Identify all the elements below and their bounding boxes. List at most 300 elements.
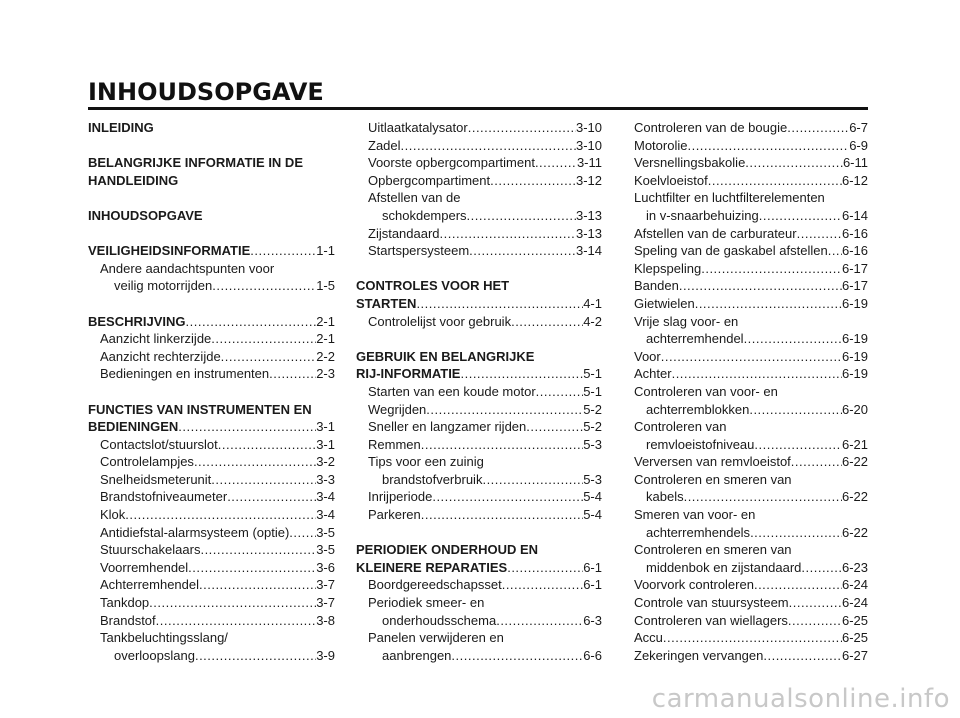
toc-entry[interactable] [634, 154, 868, 172]
toc-leader-dots [186, 313, 317, 331]
toc-entry-title: Stuurschakelaars [100, 542, 201, 558]
toc-entry-title: Versnellingsbakolie [634, 155, 746, 171]
toc-leader-dots [754, 576, 842, 594]
toc-entry-title: Zijstandaard [368, 225, 440, 241]
toc-entry-title: Zekeringen vervangen [634, 647, 764, 663]
toc-entry[interactable] [634, 242, 868, 260]
toc-page-number: 3-13 [575, 207, 602, 223]
toc-page-number: 6-6 [583, 647, 602, 663]
toc-entry[interactable] [88, 612, 335, 630]
toc-entry[interactable] [356, 401, 602, 419]
toc-leader-dots [502, 576, 584, 594]
toc-section-heading[interactable] [356, 348, 602, 366]
toc-leader-dots [763, 647, 842, 665]
toc-leader-dots [759, 207, 842, 225]
toc-section-heading[interactable] [88, 313, 335, 331]
toc-leader-dots [125, 506, 316, 524]
toc-entry-title: achterremhendel [646, 331, 744, 347]
toc-entry-title: Parkeren [368, 507, 421, 523]
toc-section-heading[interactable] [356, 541, 602, 559]
toc-entry[interactable] [634, 348, 868, 366]
toc-leader-dots [535, 154, 577, 172]
toc-entry-title: Voorremhendel [100, 559, 189, 575]
toc-page-number: 6-7 [849, 120, 868, 135]
toc-entry-title: Koelvloeistof [634, 172, 708, 188]
toc-page-number: 6-16 [841, 225, 868, 241]
toc-entry[interactable] [634, 172, 868, 190]
toc-page-number: 3-5 [316, 524, 335, 540]
toc-entry-title: Brandstofniveaumeter [100, 489, 228, 505]
toc-entry[interactable] [88, 647, 335, 665]
toc-page-number: 2-1 [316, 313, 335, 329]
toc-column-1 [88, 119, 335, 664]
toc-page-number: 6-22 [841, 524, 868, 540]
toc-leader-dots [788, 612, 842, 630]
toc-section-heading[interactable] [88, 401, 335, 419]
toc-entry-title: middenbok en zijstandaard [646, 559, 802, 575]
toc-leader-dots [156, 612, 317, 630]
toc-entry-title: Accu [634, 630, 663, 646]
toc-leader-dots [421, 506, 583, 524]
toc-entry-title: Banden [634, 278, 679, 294]
toc-page-number: 6-27 [841, 647, 868, 663]
toc-leader-dots [221, 348, 317, 366]
toc-entry[interactable] [88, 277, 335, 295]
toc-page-number: 3-13 [575, 225, 602, 241]
toc-entry[interactable] [356, 576, 602, 594]
toc-entry[interactable] [88, 541, 335, 559]
toc-page-number: 2-1 [316, 331, 335, 347]
toc-leader-dots [188, 559, 316, 577]
toc-entry-title: Boordgereedschapsset [368, 577, 502, 593]
toc-page-number: 6-19 [841, 348, 868, 364]
toc-entry[interactable] [356, 207, 602, 225]
toc-leader-dots [250, 242, 316, 260]
toc-entry-title: Sneller en langzamer rijden [368, 419, 527, 435]
toc-page-number: 6-11 [842, 155, 868, 171]
toc-leader-dots [227, 488, 316, 506]
toc-section-heading[interactable] [356, 559, 602, 577]
toc-page-number: 6-19 [841, 366, 868, 382]
toc-leader-dots [745, 154, 843, 172]
toc-page-number: 6-19 [841, 331, 868, 347]
toc-entry[interactable] [634, 471, 868, 489]
toc-entry[interactable] [634, 330, 868, 348]
toc-leader-dots [526, 418, 583, 436]
toc-entry[interactable] [88, 488, 335, 506]
toc-entry-title: Controleren en smeren van [634, 471, 792, 487]
toc-entry-title: Controlelampjes [100, 454, 194, 470]
title-rule [88, 107, 868, 110]
toc-entry[interactable] [634, 576, 868, 594]
toc-entry[interactable] [356, 242, 602, 260]
toc-spacer [356, 260, 602, 278]
toc-leader-dots [421, 436, 583, 454]
toc-entry-title: Voorste opbergcompartiment [368, 155, 535, 171]
toc-entry[interactable] [634, 137, 868, 155]
toc-entry[interactable] [356, 471, 602, 489]
toc-entry[interactable] [634, 647, 868, 665]
toc-leader-dots [469, 242, 576, 260]
toc-entry[interactable] [634, 541, 868, 559]
toc-entry-title: Inrijperiode [368, 489, 433, 505]
toc-entry-title: Motorolie [634, 137, 688, 153]
toc-page-number: 3-1 [316, 436, 335, 452]
toc-entry-title: Startspersysteem [368, 243, 470, 259]
toc-entry-title: Controleren van voor- en [634, 383, 778, 399]
toc-entry-title: Smeren van voor- en [634, 507, 756, 523]
toc-page-number: 3-7 [316, 577, 335, 593]
toc-leader-dots [679, 277, 842, 295]
toc-entry-title: Andere aandachtspunten voor [100, 260, 275, 276]
toc-leader-dots [708, 172, 842, 190]
toc-leader-dots [750, 524, 842, 542]
toc-leader-dots [828, 242, 842, 260]
toc-entry-title: Antidiefstal-alarmsysteem (optie) [100, 524, 290, 540]
toc-section-heading[interactable] [356, 295, 602, 313]
toc-entry-title: Achter [634, 366, 672, 382]
toc-entry[interactable] [634, 119, 868, 137]
toc-entry-title: Controleren van [634, 419, 727, 435]
toc-entry-title: Controleren van de bougie [634, 120, 788, 135]
toc-entry[interactable] [634, 401, 868, 419]
toc-section-heading[interactable] [88, 207, 335, 225]
toc-page-number: 3-4 [316, 489, 335, 505]
toc-leader-dots [672, 365, 842, 383]
toc-page-number: 5-2 [583, 419, 602, 435]
toc-entry-title: Vrije slag voor- en [634, 313, 739, 329]
toc-leader-dots [754, 436, 842, 454]
toc-page-number: 3-10 [575, 120, 602, 135]
toc-entry-title: Tankdop [100, 595, 150, 611]
toc-spacer [356, 330, 602, 348]
toc-entry[interactable] [88, 629, 335, 647]
toc-leader-dots [269, 365, 316, 383]
toc-spacer [88, 295, 335, 313]
toc-leader-dots [744, 330, 842, 348]
toc-spacer [88, 225, 335, 243]
toc-leader-dots [460, 365, 583, 383]
toc-entry-title: KLEINERE REPARATIES [356, 559, 508, 575]
toc-entry-title: remvloeistofniveau [646, 436, 755, 452]
toc-entry-title: Snelheidsmeterunit [100, 471, 212, 487]
toc-entry[interactable] [356, 225, 602, 243]
toc-entry[interactable] [634, 313, 868, 331]
toc-entry[interactable] [88, 453, 335, 471]
toc-leader-dots [440, 225, 576, 243]
toc-entry-title: BELANGRIJKE INFORMATIE IN DE [88, 155, 303, 171]
toc-entry-title: VEILIGHEIDSINFORMATIE [88, 243, 251, 259]
toc-entry-title: Controleren en smeren van [634, 542, 792, 558]
toc-entry[interactable] [634, 189, 868, 207]
toc-entry[interactable] [634, 207, 868, 225]
toc-column-2 [356, 119, 602, 664]
toc-leader-dots [211, 471, 316, 489]
toc-entry[interactable] [634, 453, 868, 471]
toc-page-number: 3-7 [316, 595, 335, 611]
toc-page-number: 6-25 [841, 630, 868, 646]
toc-entry-title: Panelen verwijderen en [368, 630, 504, 646]
toc-entry-title: GEBRUIK EN BELANGRIJKE [356, 348, 535, 364]
toc-entry-title: schokdempers [382, 207, 467, 223]
toc-entry-title: RIJ-INFORMATIE [356, 366, 461, 382]
toc-entry-title: HANDLEIDING [88, 172, 179, 188]
toc-entry[interactable] [88, 330, 335, 348]
toc-leader-dots [496, 612, 583, 630]
toc-entry[interactable] [634, 524, 868, 542]
toc-section-heading[interactable] [88, 154, 335, 172]
toc-entry-title: Aanzicht rechterzijde [100, 348, 221, 364]
toc-entry[interactable] [88, 436, 335, 454]
watermark: carmanualsonline.info [651, 684, 950, 714]
toc-entry-title: BESCHRIJVING [88, 313, 186, 329]
toc-section-heading[interactable] [356, 365, 602, 383]
toc-entry-title: Voorvork controleren [634, 577, 754, 593]
toc-leader-dots [801, 559, 842, 577]
toc-leader-dots [199, 576, 316, 594]
toc-entry-title: Luchtfilter en luchtfilterelementen [634, 190, 825, 206]
toc-entry-title: STARTEN [356, 295, 417, 311]
toc-spacer [88, 189, 335, 207]
toc-leader-dots [536, 383, 584, 401]
toc-entry-title: Bedieningen en instrumenten [100, 366, 270, 382]
toc-entry-title: kabels [646, 489, 684, 505]
toc-entry-title: Starten van een koude motor [368, 383, 536, 399]
toc-entry-title: Opbergcompartiment [368, 172, 491, 188]
toc-entry-title: Aanzicht linkerzijde [100, 331, 212, 347]
toc-page-number: 6-16 [841, 243, 868, 259]
toc-page-number: 4-2 [583, 313, 602, 329]
toc-entry[interactable] [356, 154, 602, 172]
toc-entry[interactable] [356, 488, 602, 506]
toc-entry[interactable] [88, 260, 335, 278]
toc-page-number: 6-25 [841, 612, 868, 628]
toc-entry[interactable] [356, 383, 602, 401]
toc-entry[interactable] [356, 594, 602, 612]
toc-page-number: 6-19 [841, 295, 868, 311]
toc-entry[interactable] [634, 629, 868, 647]
toc-entry[interactable] [634, 559, 868, 577]
toc-entry-title: Remmen [368, 436, 421, 452]
toc-entry-title: veilig motorrijden [114, 278, 213, 294]
toc-entry[interactable] [634, 260, 868, 278]
toc-entry-title: Zadel [368, 137, 401, 153]
toc-entry-title: Controlelijst voor gebruik [368, 313, 512, 329]
toc-entry[interactable] [634, 594, 868, 612]
toc-page-number: 5-3 [583, 436, 602, 452]
toc-entry-title: Klepspeling [634, 260, 702, 276]
toc-entry-title: Contactslot/stuurslot [100, 436, 218, 452]
toc-leader-dots [211, 330, 316, 348]
toc-page-number: 6-21 [841, 436, 868, 452]
toc-leader-dots [218, 436, 316, 454]
toc-section-heading[interactable] [88, 242, 335, 260]
toc-page-number: 5-4 [583, 507, 602, 523]
toc-entry-title: Verversen van remvloeistof [634, 454, 791, 470]
toc-page-number: 6-22 [841, 454, 868, 470]
toc-leader-dots [661, 348, 842, 366]
toc-leader-dots [789, 594, 842, 612]
toc-entry-title: onderhoudsschema [382, 612, 497, 628]
toc-page-number: 3-5 [316, 542, 335, 558]
toc-entry-title: Speling van de gaskabel afstellen [634, 243, 828, 259]
toc-page-number: 1-5 [316, 278, 335, 294]
toc-entry-title: Brandstof [100, 612, 156, 628]
toc-spacer [88, 137, 335, 155]
toc-entry[interactable] [356, 612, 602, 630]
toc-entry-title: Afstellen van de [368, 190, 461, 206]
toc-entry-title: Wegrijden [368, 401, 427, 417]
toc-leader-dots [426, 401, 583, 419]
toc-page-number: 3-4 [316, 507, 335, 523]
toc-page-number: 5-3 [583, 471, 602, 487]
toc-page-number: 6-22 [841, 489, 868, 505]
toc-entry-title: PERIODIEK ONDERHOUD EN [356, 542, 539, 558]
toc-page-number: 4-1 [583, 295, 602, 311]
toc-entry[interactable] [356, 436, 602, 454]
toc-leader-dots [212, 277, 316, 295]
toc-entry[interactable] [88, 559, 335, 577]
toc-page-number: 3-8 [316, 612, 335, 628]
toc-page-number: 2-3 [316, 366, 335, 382]
toc-leader-dots [194, 453, 316, 471]
toc-leader-dots [482, 471, 583, 489]
toc-entry-title: Uitlaatkatalysator [368, 120, 468, 135]
toc-entry-title: Controle van stuursysteem [634, 595, 789, 611]
toc-leader-dots [684, 488, 842, 506]
toc-entry-title: Voor [634, 348, 661, 364]
toc-entry-title: Controleren van wiellagers [634, 612, 788, 628]
toc-page-number: 6-14 [841, 207, 868, 223]
toc-page-number: 2-2 [316, 348, 335, 364]
toc-leader-dots [701, 260, 842, 278]
toc-entry-title: CONTROLES VOOR HET [356, 278, 510, 294]
toc-leader-dots [195, 647, 316, 665]
toc-entry[interactable] [88, 524, 335, 542]
toc-entry[interactable] [634, 488, 868, 506]
toc-entry[interactable] [356, 137, 602, 155]
toc-leader-dots [468, 119, 576, 137]
toc-page-number: 5-4 [583, 489, 602, 505]
toc-entry[interactable] [88, 365, 335, 383]
toc-entry[interactable] [88, 348, 335, 366]
toc-leader-dots [490, 172, 576, 190]
toc-page-number: 6-17 [841, 278, 868, 294]
toc-section-heading[interactable] [356, 277, 602, 295]
toc-page-number: 3-1 [316, 419, 335, 435]
toc-leader-dots [451, 647, 583, 665]
toc-entry[interactable] [634, 225, 868, 243]
toc-entry[interactable] [356, 629, 602, 647]
toc-section-heading[interactable] [88, 418, 335, 436]
toc-page-number: 3-2 [316, 454, 335, 470]
toc-page-number: 3-3 [316, 471, 335, 487]
page-title: INHOUDSOPGAVE [88, 78, 324, 106]
toc-entry-title: Tankbeluchtingsslang/ [100, 630, 228, 646]
toc-entry-title: INHOUDSOPGAVE [88, 207, 203, 223]
toc-page-number: 6-23 [841, 559, 868, 575]
toc-page-number: 1-1 [316, 243, 335, 259]
toc-page-number: 3-10 [575, 137, 602, 153]
toc-leader-dots [200, 541, 316, 559]
toc-page-number: 6-1 [583, 577, 602, 593]
toc-entry-title: FUNCTIES VAN INSTRUMENTEN EN [88, 401, 312, 417]
toc-leader-dots [178, 418, 316, 436]
toc-page-number: 6-24 [841, 595, 868, 611]
toc-leader-dots [511, 313, 583, 331]
toc-entry[interactable] [356, 172, 602, 190]
toc-entry[interactable] [356, 453, 602, 471]
toc-entry[interactable] [634, 295, 868, 313]
toc-entry[interactable] [356, 506, 602, 524]
toc-entry-title: aanbrengen [382, 647, 452, 663]
toc-entry[interactable] [88, 506, 335, 524]
toc-entry[interactable] [634, 418, 868, 436]
toc-leader-dots [797, 225, 842, 243]
toc-entry[interactable] [634, 506, 868, 524]
toc-spacer [356, 524, 602, 542]
toc-page-number: 3-9 [316, 647, 335, 663]
toc-entry[interactable] [356, 189, 602, 207]
toc-entry-title: Gietwielen [634, 295, 695, 311]
toc-page-number: 6-3 [583, 612, 602, 628]
toc-entry-title: Klok [100, 507, 126, 523]
toc-entry[interactable] [356, 647, 602, 665]
toc-entry[interactable] [634, 277, 868, 295]
toc-entry-title: Afstellen van de carburateur [634, 225, 797, 241]
toc-entry-title: achterremblokken [646, 401, 750, 417]
toc-leader-dots [149, 594, 316, 612]
toc-entry[interactable] [634, 436, 868, 454]
toc-page-number: 3-12 [575, 172, 602, 188]
toc-entry-title: Periodiek smeer- en [368, 595, 485, 611]
toc-entry[interactable] [356, 313, 602, 331]
toc-section-heading[interactable] [88, 119, 335, 137]
toc-entry[interactable] [356, 418, 602, 436]
toc-entry[interactable] [356, 119, 602, 137]
toc-entry-title: in v-snaarbehuizing [646, 207, 759, 223]
toc-entry[interactable] [88, 471, 335, 489]
toc-page-number: 5-1 [583, 366, 602, 382]
toc-page-number: 6-20 [841, 401, 868, 417]
toc-page-number: 3-11 [576, 155, 602, 171]
toc-entry-title: brandstofverbruik [382, 471, 483, 487]
toc-page-number: 5-1 [583, 383, 602, 399]
toc-entry-title: BEDIENINGEN [88, 419, 179, 435]
toc-entry-title: INLEIDING [88, 120, 154, 135]
toc-page-number: 5-2 [583, 401, 602, 417]
toc-leader-dots [467, 207, 576, 225]
toc-page-number: 6-9 [849, 137, 868, 153]
toc-leader-dots [416, 295, 583, 313]
toc-section-heading[interactable] [88, 172, 335, 190]
toc-entry[interactable] [634, 383, 868, 401]
toc-page-number: 3-6 [316, 559, 335, 575]
toc-entry[interactable] [88, 576, 335, 594]
toc-leader-dots [507, 559, 583, 577]
toc-page-number: 6-17 [841, 260, 868, 276]
toc-leader-dots [663, 629, 842, 647]
toc-entry[interactable] [88, 594, 335, 612]
toc-entry-title: Achterremhendel [100, 577, 199, 593]
toc-spacer [88, 383, 335, 401]
toc-entry-title: achterremhendels [646, 524, 751, 540]
toc-leader-dots [791, 453, 842, 471]
toc-leader-dots [695, 295, 842, 313]
toc-entry[interactable] [634, 365, 868, 383]
toc-column-3 [634, 119, 868, 664]
toc-entry[interactable] [634, 612, 868, 630]
